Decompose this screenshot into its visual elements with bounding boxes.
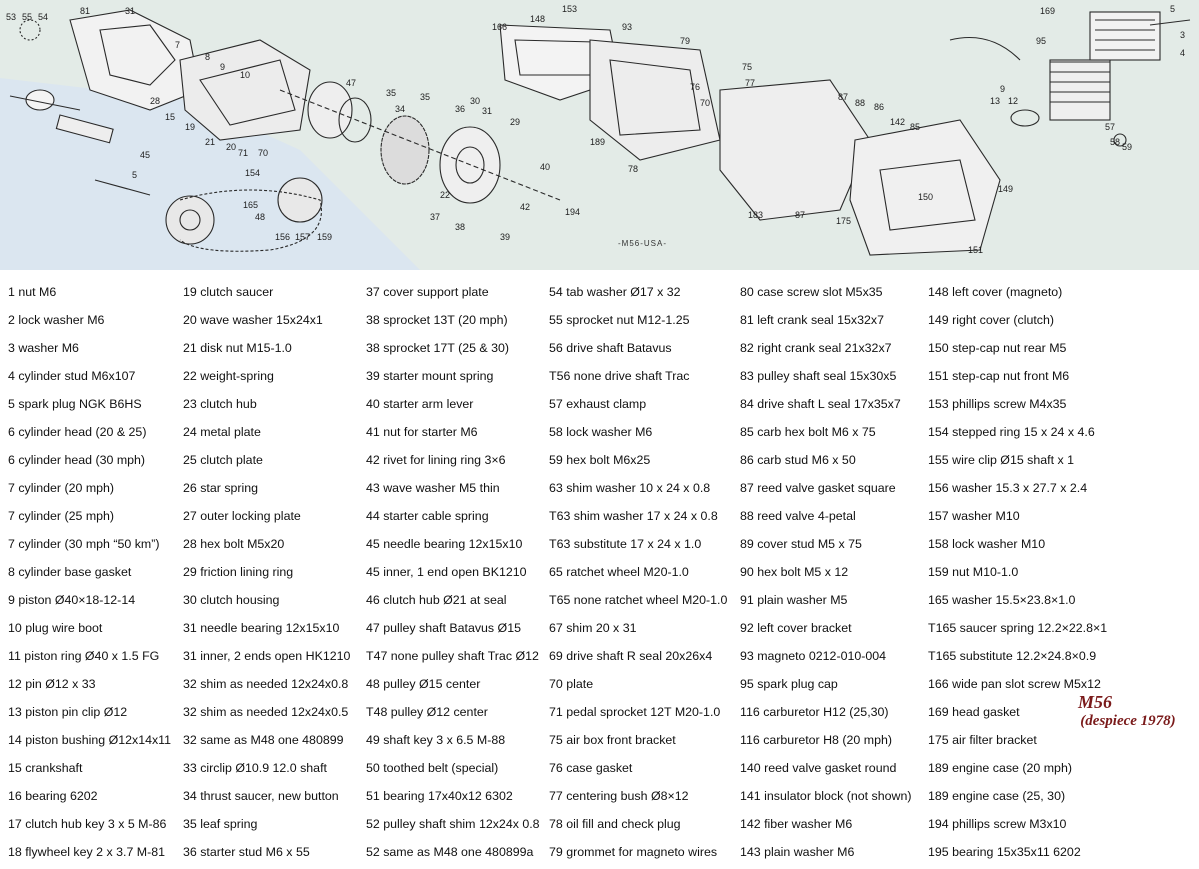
legend-item: 79 grommet for magneto wires bbox=[549, 845, 718, 859]
legend-item: 29 friction lining ring bbox=[183, 565, 294, 579]
svg-text:36: 36 bbox=[455, 104, 466, 114]
legend-item: 157 washer M10 bbox=[928, 509, 1020, 523]
legend-item: 84 drive shaft L seal 17x35x7 bbox=[740, 397, 901, 411]
legend-item: 38 sprocket 17T (25 & 30) bbox=[366, 341, 510, 355]
legend-item: 28 hex bolt M5x20 bbox=[183, 537, 285, 551]
svg-text:59: 59 bbox=[1122, 142, 1133, 152]
legend-item: 71 pedal sprocket 12T M20-1.0 bbox=[549, 705, 721, 719]
svg-text:45: 45 bbox=[140, 150, 151, 160]
svg-text:40: 40 bbox=[540, 162, 551, 172]
svg-text:37: 37 bbox=[430, 212, 441, 222]
svg-text:30: 30 bbox=[470, 96, 481, 106]
legend-item: 43 wave washer M5 thin bbox=[366, 481, 500, 495]
svg-text:7: 7 bbox=[175, 40, 181, 50]
parts-legend bbox=[0, 276, 1199, 869]
svg-text:31: 31 bbox=[482, 106, 493, 116]
legend-item: 7 cylinder (30 mph “50 km”) bbox=[8, 537, 160, 551]
legend-item: T47 none pulley shaft Trac Ø12 bbox=[366, 649, 539, 663]
svg-text:79: 79 bbox=[680, 36, 691, 46]
svg-text:194: 194 bbox=[565, 207, 581, 217]
svg-text:148: 148 bbox=[530, 14, 546, 24]
svg-text:4: 4 bbox=[1180, 48, 1186, 58]
legend-item: 153 phillips screw M4x35 bbox=[928, 397, 1067, 411]
legend-item: 75 air box front bracket bbox=[549, 733, 676, 747]
svg-text:70: 70 bbox=[700, 98, 711, 108]
svg-text:71: 71 bbox=[238, 148, 249, 158]
legend-item: 46 clutch hub Ø21 at seal bbox=[366, 593, 507, 607]
legend-item: 56 drive shaft Batavus bbox=[549, 341, 672, 355]
legend-item: 6 cylinder head (30 mph) bbox=[8, 453, 146, 467]
legend-item: 82 right crank seal 21x32x7 bbox=[740, 341, 892, 355]
svg-text:35: 35 bbox=[420, 92, 431, 102]
legend-item: 159 nut M10-1.0 bbox=[928, 565, 1019, 579]
legend-item: 37 cover support plate bbox=[366, 285, 489, 299]
legend-item: 40 starter arm lever bbox=[366, 397, 474, 411]
svg-text:57: 57 bbox=[1105, 122, 1116, 132]
svg-text:9: 9 bbox=[220, 62, 226, 72]
legend-item: 189 engine case (25, 30) bbox=[928, 789, 1066, 803]
legend-item: 19 clutch saucer bbox=[183, 285, 274, 299]
svg-text:78: 78 bbox=[628, 164, 639, 174]
svg-text:86: 86 bbox=[874, 102, 885, 112]
svg-text:169: 169 bbox=[1040, 6, 1056, 16]
legend-item: 81 left crank seal 15x32x7 bbox=[740, 313, 884, 327]
legend-item: 9 piston Ø40×18-12-14 bbox=[8, 593, 136, 607]
legend-item: 7 cylinder (25 mph) bbox=[8, 509, 115, 523]
legend-item: 35 leaf spring bbox=[183, 817, 258, 831]
legend-item: 85 carb hex bolt M6 x 75 bbox=[740, 425, 876, 439]
legend-item: 91 plain washer M5 bbox=[740, 593, 848, 607]
legend-item: 141 insulator block (not shown) bbox=[740, 789, 912, 803]
svg-text:5: 5 bbox=[1170, 4, 1176, 14]
legend-item: 32 same as M48 one 480899 bbox=[183, 733, 344, 747]
legend-item: 42 rivet for lining ring 3×6 bbox=[366, 453, 506, 467]
svg-text:159: 159 bbox=[317, 232, 333, 242]
legend-item: 55 sprocket nut M12-1.25 bbox=[549, 313, 690, 327]
svg-text:-M56-USA-: -M56-USA- bbox=[618, 239, 668, 248]
legend-item: 30 clutch housing bbox=[183, 593, 280, 607]
legend-item: 5 spark plug NGK B6HS bbox=[8, 397, 142, 411]
legend-item: 65 ratchet wheel M20-1.0 bbox=[549, 565, 689, 579]
svg-text:22: 22 bbox=[440, 190, 451, 200]
svg-text:19: 19 bbox=[185, 122, 196, 132]
svg-text:5: 5 bbox=[132, 170, 138, 180]
svg-text:156: 156 bbox=[275, 232, 291, 242]
legend-item: 45 inner, 1 end open BK1210 bbox=[366, 565, 527, 579]
legend-item: 10 plug wire boot bbox=[8, 621, 103, 635]
legend-item: T63 substitute 17 x 24 x 1.0 bbox=[549, 537, 702, 551]
legend-item: 83 pulley shaft seal 15x30x5 bbox=[740, 369, 897, 383]
svg-text:87: 87 bbox=[838, 92, 849, 102]
svg-text:58: 58 bbox=[1110, 137, 1121, 147]
svg-text:53: 53 bbox=[6, 12, 17, 22]
legend-item: 67 shim 20 x 31 bbox=[549, 621, 637, 635]
legend-item: 95 spark plug cap bbox=[740, 677, 838, 691]
legend-item: T165 substitute 12.2×24.8×0.9 bbox=[928, 649, 1097, 663]
svg-text:76: 76 bbox=[690, 82, 701, 92]
legend-item: 149 right cover (clutch) bbox=[928, 313, 1055, 327]
svg-text:9: 9 bbox=[1000, 84, 1006, 94]
legend-item: 13 piston pin clip Ø12 bbox=[8, 705, 128, 719]
legend-item: 24 metal plate bbox=[183, 425, 261, 439]
svg-text:31: 31 bbox=[125, 6, 136, 16]
svg-text:55: 55 bbox=[22, 12, 33, 22]
legend-item: 32 shim as needed 12x24x0.8 bbox=[183, 677, 349, 691]
legend-item: 166 wide pan slot screw M5x12 bbox=[928, 677, 1101, 691]
svg-text:77: 77 bbox=[745, 78, 756, 88]
legend-item: 25 clutch plate bbox=[183, 453, 263, 467]
legend-item: 22 weight-spring bbox=[183, 369, 274, 383]
legend-item: 78 oil fill and check plug bbox=[549, 817, 681, 831]
svg-text:34: 34 bbox=[395, 104, 406, 114]
legend-item: 155 wire clip Ø15 shaft x 1 bbox=[928, 453, 1075, 467]
legend-item: 48 pulley Ø15 center bbox=[366, 677, 481, 691]
legend-item: 18 flywheel key 2 x 3.7 M-81 bbox=[8, 845, 166, 859]
svg-text:20: 20 bbox=[226, 142, 237, 152]
svg-text:166: 166 bbox=[492, 22, 508, 32]
legend-item: 158 lock washer M10 bbox=[928, 537, 1046, 551]
svg-text:157: 157 bbox=[295, 232, 311, 242]
exploded-view-drawing bbox=[0, 0, 1199, 270]
legend-item: 143 plain washer M6 bbox=[740, 845, 855, 859]
legend-item: 87 reed valve gasket square bbox=[740, 481, 896, 495]
legend-item: 31 inner, 2 ends open HK1210 bbox=[183, 649, 351, 663]
legend-item: 8 cylinder base gasket bbox=[8, 565, 132, 579]
legend-item: 38 sprocket 13T (20 mph) bbox=[366, 313, 508, 327]
legend-item: 23 clutch hub bbox=[183, 397, 257, 411]
svg-text:165: 165 bbox=[243, 200, 259, 210]
svg-text:35: 35 bbox=[386, 88, 397, 98]
svg-text:153: 153 bbox=[562, 4, 578, 14]
legend-item: 63 shim washer 10 x 24 x 0.8 bbox=[549, 481, 711, 495]
legend-item: 14 piston bushing Ø12x14x11 bbox=[8, 733, 172, 747]
svg-text:21: 21 bbox=[205, 137, 216, 147]
svg-text:12: 12 bbox=[1008, 96, 1019, 106]
legend-item: T48 pulley Ø12 center bbox=[366, 705, 488, 719]
svg-text:28: 28 bbox=[150, 96, 161, 106]
legend-item: 148 left cover (magneto) bbox=[928, 285, 1063, 299]
legend-item: 1 nut M6 bbox=[8, 285, 57, 299]
legend-item: 39 starter mount spring bbox=[366, 369, 494, 383]
legend-item: 32 shim as needed 12x24x0.5 bbox=[183, 705, 349, 719]
legend-item: 142 fiber washer M6 bbox=[740, 817, 853, 831]
svg-text:13: 13 bbox=[990, 96, 1001, 106]
legend-item: 36 starter stud M6 x 55 bbox=[183, 845, 310, 859]
legend-item: T165 saucer spring 12.2×22.8×1 bbox=[928, 621, 1108, 635]
legend-item: 169 head gasket bbox=[928, 705, 1020, 719]
legend-item: 20 wave washer 15x24x1 bbox=[183, 313, 323, 327]
legend-item: 116 carburetor H12 (25,30) bbox=[740, 705, 889, 719]
svg-text:142: 142 bbox=[890, 117, 906, 127]
legend-item: 195 bearing 15x35x11 6202 bbox=[928, 845, 1081, 859]
legend-item: 26 star spring bbox=[183, 481, 259, 495]
legend-item: 2 lock washer M6 bbox=[8, 313, 105, 327]
legend-item: 54 tab washer Ø17 x 32 bbox=[549, 285, 681, 299]
svg-text:87: 87 bbox=[795, 210, 806, 220]
model-title-block bbox=[1058, 692, 1198, 730]
svg-text:8: 8 bbox=[205, 52, 211, 62]
legend-item: 140 reed valve gasket round bbox=[740, 761, 897, 775]
svg-text:70: 70 bbox=[258, 148, 269, 158]
svg-text:39: 39 bbox=[500, 232, 511, 242]
svg-text:54: 54 bbox=[38, 12, 49, 22]
legend-item: T65 none ratchet wheel M20-1.0 bbox=[549, 593, 728, 607]
legend-item: 156 washer 15.3 x 27.7 x 2.4 bbox=[928, 481, 1088, 495]
legend-item: 4 cylinder stud M6x107 bbox=[8, 369, 136, 383]
legend-item: 49 shaft key 3 x 6.5 M-88 bbox=[366, 733, 506, 747]
legend-item: 52 pulley shaft shim 12x24x 0.8 bbox=[366, 817, 540, 831]
svg-text:42: 42 bbox=[520, 202, 531, 212]
legend-item: 6 cylinder head (20 & 25) bbox=[8, 425, 147, 439]
legend-item: 16 bearing 6202 bbox=[8, 789, 98, 803]
legend-item: 21 disk nut M15-1.0 bbox=[183, 341, 292, 355]
legend-item: 33 circlip Ø10.9 12.0 shaft bbox=[183, 761, 327, 775]
svg-text:93: 93 bbox=[622, 22, 633, 32]
legend-item: 90 hex bolt M5 x 12 bbox=[740, 565, 849, 579]
legend-item: 41 nut for starter M6 bbox=[366, 425, 478, 439]
legend-item: T63 shim washer 17 x 24 x 0.8 bbox=[549, 509, 718, 523]
legend-item: 116 carburetor H8 (20 mph) bbox=[740, 733, 892, 747]
legend-item: 27 outer locking plate bbox=[183, 509, 301, 523]
legend-item: 194 phillips screw M3x10 bbox=[928, 817, 1067, 831]
legend-item: 93 magneto 0212-010-004 bbox=[740, 649, 887, 663]
svg-text:81: 81 bbox=[80, 6, 91, 16]
svg-text:47: 47 bbox=[346, 78, 357, 88]
legend-item: 7 cylinder (20 mph) bbox=[8, 481, 115, 495]
legend-item: 12 pin Ø12 x 33 bbox=[8, 677, 96, 691]
legend-item: 34 thrust saucer, new button bbox=[183, 789, 339, 803]
legend-item: 151 step-cap nut front M6 bbox=[928, 369, 1070, 383]
legend-item: 11 piston ring Ø40 x 1.5 FG bbox=[8, 649, 160, 663]
svg-text:189: 189 bbox=[590, 137, 606, 147]
legend-item: 51 bearing 17x40x12 6302 bbox=[366, 789, 513, 803]
svg-text:183: 183 bbox=[748, 210, 764, 220]
svg-text:150: 150 bbox=[918, 192, 934, 202]
legend-item: 45 needle bearing 12x15x10 bbox=[366, 537, 523, 551]
svg-text:149: 149 bbox=[998, 184, 1014, 194]
svg-text:29: 29 bbox=[510, 117, 521, 127]
svg-text:85: 85 bbox=[910, 122, 921, 132]
svg-text:151: 151 bbox=[968, 245, 984, 255]
svg-text:3: 3 bbox=[1180, 30, 1186, 40]
legend-item: 150 step-cap nut rear M5 bbox=[928, 341, 1067, 355]
legend-item: 165 washer 15.5×23.8×1.0 bbox=[928, 593, 1076, 607]
svg-text:95: 95 bbox=[1036, 36, 1047, 46]
legend-item: 57 exhaust clamp bbox=[549, 397, 647, 411]
legend-item: 15 crankshaft bbox=[8, 761, 83, 775]
legend-item: 58 lock washer M6 bbox=[549, 425, 653, 439]
legend-item: 31 needle bearing 12x15x10 bbox=[183, 621, 340, 635]
legend-item: 3 washer M6 bbox=[8, 341, 79, 355]
legend-item: 189 engine case (20 mph) bbox=[928, 761, 1072, 775]
legend-item: 77 centering bush Ø8×12 bbox=[549, 789, 689, 803]
legend-item: T56 none drive shaft Trac bbox=[549, 369, 690, 383]
svg-text:88: 88 bbox=[855, 98, 866, 108]
legend-item: 52 same as M48 one 480899a bbox=[366, 845, 534, 859]
legend-item: 47 pulley shaft Batavus Ø15 bbox=[366, 621, 521, 635]
svg-text:75: 75 bbox=[742, 62, 753, 72]
svg-text:154: 154 bbox=[245, 168, 261, 178]
legend-item: 76 case gasket bbox=[549, 761, 633, 775]
svg-text:175: 175 bbox=[836, 216, 852, 226]
legend-item: 50 toothed belt (special) bbox=[366, 761, 499, 775]
legend-item: 80 case screw slot M5x35 bbox=[740, 285, 883, 299]
legend-item: 44 starter cable spring bbox=[366, 509, 489, 523]
legend-item: 175 air filter bracket bbox=[928, 733, 1037, 747]
svg-text:38: 38 bbox=[455, 222, 466, 232]
legend-item: 88 reed valve 4-petal bbox=[740, 509, 856, 523]
model-title: M56 bbox=[1078, 692, 1113, 712]
model-subtitle: (despiece 1978) bbox=[1080, 713, 1176, 729]
legend-item: 86 carb stud M6 x 50 bbox=[740, 453, 856, 467]
svg-text:15: 15 bbox=[165, 112, 176, 122]
legend-item: 59 hex bolt M6x25 bbox=[549, 453, 651, 467]
legend-item: 92 left cover bracket bbox=[740, 621, 852, 635]
legend-item: 70 plate bbox=[549, 677, 594, 691]
exploded-view-diagram bbox=[0, 0, 1199, 270]
svg-text:10: 10 bbox=[240, 70, 251, 80]
legend-item: 154 stepped ring 15 x 24 x 4.6 bbox=[928, 425, 1095, 439]
legend-item: 17 clutch hub key 3 x 5 M-86 bbox=[8, 817, 167, 831]
svg-text:48: 48 bbox=[255, 212, 266, 222]
legend-item: 69 drive shaft R seal 20x26x4 bbox=[549, 649, 713, 663]
legend-item: 89 cover stud M5 x 75 bbox=[740, 537, 862, 551]
